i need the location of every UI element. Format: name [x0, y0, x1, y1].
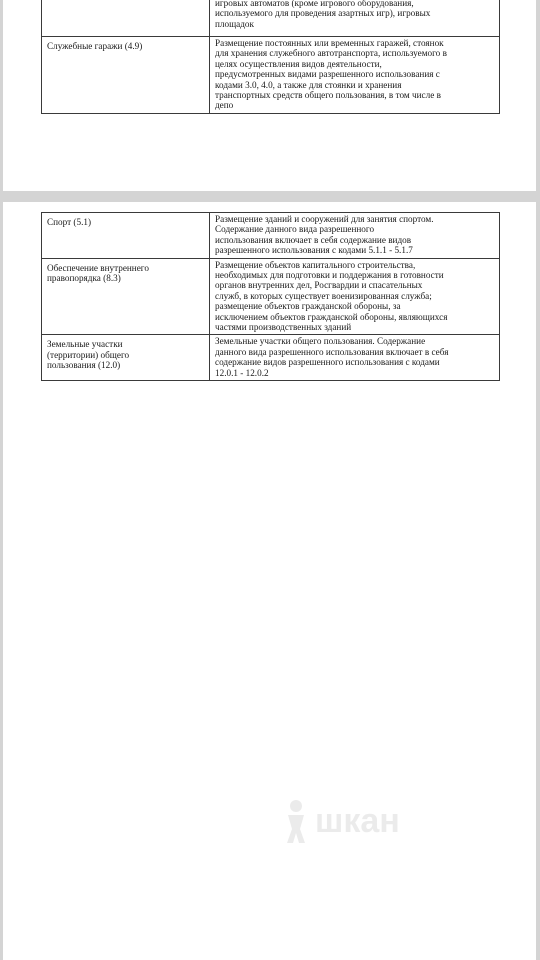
document-page-2	[3, 202, 536, 960]
use-description-cell: Размещение объектов капитального строительства, необходимых для подготовки и поддержания в готовности органов внутренних дел, Росгвардии и спасательных служб, в которых существует военизированная служба; размещение объектов гражданской обороны, за исключением объектов гражданской обороны, являющихся частями производственных зданий	[210, 258, 500, 335]
land-use-table-part-2	[41, 212, 500, 381]
land-use-table-part-1	[41, 0, 500, 114]
use-description-cell: Размещение зданий и сооружений для занятия спортом. Содержание данного вида разрешенного использования включает в себя содержание видов разрешенного использования с кодами 5.1.1 - 5.1.7	[210, 213, 500, 259]
use-type-cell: Спорт (5.1)	[42, 213, 210, 259]
use-type-cell: Обеспечение внутреннего правопорядка (8.3)	[42, 258, 210, 335]
table-row	[42, 258, 500, 335]
table-row	[42, 335, 500, 381]
use-description-cell: Размещение постоянных или временных гаражей, стоянок для хранения служебного автотранспорта, используемого в целях осуществления видов деятельности, предусмотренных видами разрешенного использования с кодами 3.0, 4.0, а также для стоянки и хранения транспортных средств общего пользования, в том числе в депо	[210, 37, 500, 114]
use-description-cell: игровых автоматов (кроме игрового оборудования, используемого для проведения азартных игр), игровых площадок	[210, 0, 500, 37]
watermark-text: шкан	[315, 801, 400, 840]
table-row	[42, 37, 500, 114]
use-description-cell: Земельные участки общего пользования. Содержание данного вида разрешенного использования включает в себя содержание видов разрешенного использования с кодами 12.0.1 - 12.0.2	[210, 335, 500, 381]
person-logo-icon	[283, 799, 309, 843]
use-type-cell: Служебные гаражи (4.9)	[42, 37, 210, 114]
watermark	[283, 796, 473, 846]
table-row	[42, 213, 500, 259]
use-type-cell: Земельные участки (территории) общего пользования (12.0)	[42, 335, 210, 381]
table-row	[42, 0, 500, 37]
use-type-cell	[42, 0, 210, 37]
document-page-1	[3, 0, 536, 191]
